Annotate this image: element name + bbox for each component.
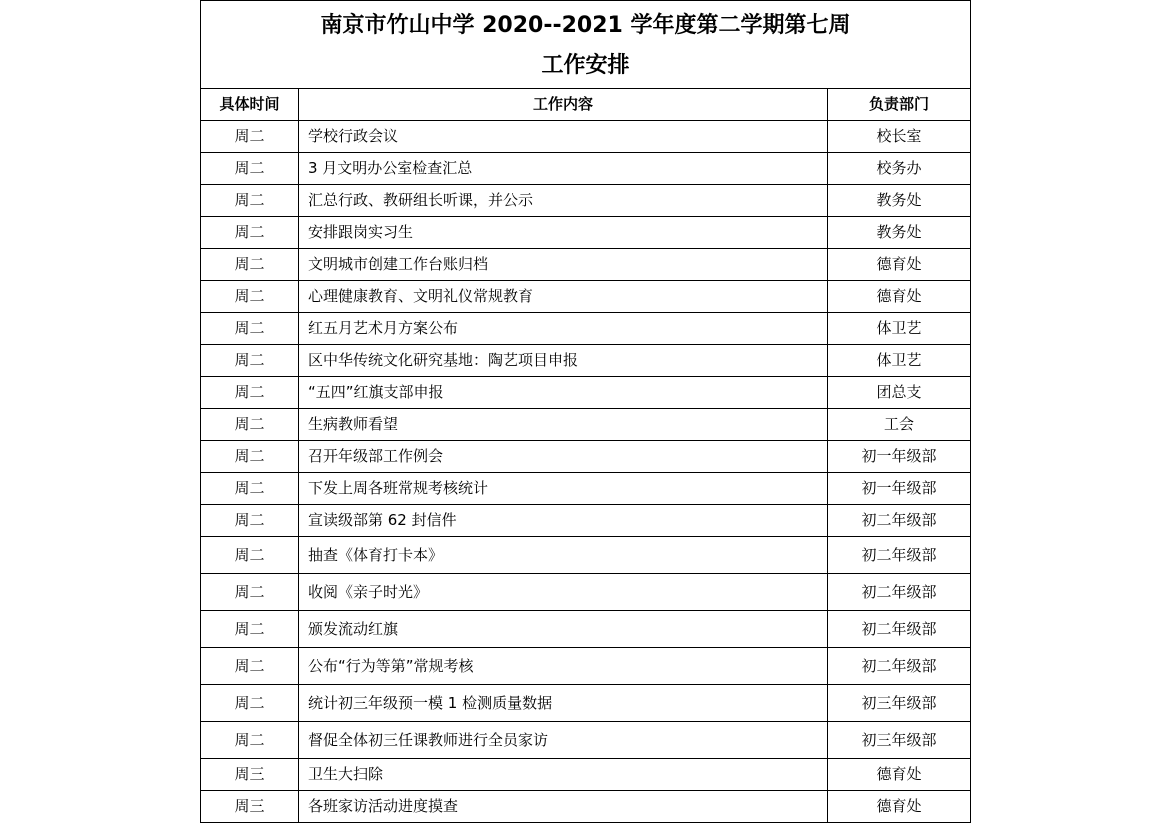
table-row	[201, 537, 971, 574]
row-content-cell: 收阅《亲子时光》	[299, 574, 828, 611]
row-time-cell: 周二	[201, 153, 299, 185]
row-dept-cell: 教务处	[828, 217, 971, 249]
column-header-dept: 负责部门	[828, 89, 971, 121]
row-content-cell: 公布“行为等第”常规考核	[299, 648, 828, 685]
header-row	[201, 89, 971, 121]
row-time-cell: 周二	[201, 505, 299, 537]
column-header-time: 具体时间	[201, 89, 299, 121]
table-row	[201, 249, 971, 281]
table-row	[201, 685, 971, 722]
row-content-cell: 宣读级部第 62 封信件	[299, 505, 828, 537]
row-content-cell: 颁发流动红旗	[299, 611, 828, 648]
row-dept-cell: 德育处	[828, 281, 971, 313]
row-content-cell: 卫生大扫除	[299, 759, 828, 791]
row-dept-cell: 团总支	[828, 377, 971, 409]
row-time-cell: 周二	[201, 185, 299, 217]
title-cell	[201, 1, 971, 89]
row-dept-cell: 初二年级部	[828, 574, 971, 611]
table-row	[201, 722, 971, 759]
table-row	[201, 505, 971, 537]
row-content-cell: 文明城市创建工作台账归档	[299, 249, 828, 281]
row-time-cell: 周二	[201, 121, 299, 153]
table-row	[201, 313, 971, 345]
page-subtitle: 工作安排	[541, 52, 630, 78]
table-row	[201, 377, 971, 409]
row-dept-cell: 校长室	[828, 121, 971, 153]
table-row	[201, 409, 971, 441]
row-dept-cell: 德育处	[828, 249, 971, 281]
row-dept-cell: 初三年级部	[828, 685, 971, 722]
table-row	[201, 791, 971, 823]
table-row	[201, 281, 971, 313]
row-time-cell: 周二	[201, 537, 299, 574]
row-dept-cell: 德育处	[828, 791, 971, 823]
row-time-cell: 周二	[201, 281, 299, 313]
row-content-cell: 区中华传统文化研究基地：陶艺项目申报	[299, 345, 828, 377]
row-time-cell: 周二	[201, 217, 299, 249]
table-row	[201, 473, 971, 505]
table-row	[201, 441, 971, 473]
row-content-cell: 红五月艺术月方案公布	[299, 313, 828, 345]
schedule-table	[200, 0, 971, 823]
row-content-cell: 生病教师看望	[299, 409, 828, 441]
table-row	[201, 185, 971, 217]
row-dept-cell: 教务处	[828, 185, 971, 217]
row-content-cell: 汇总行政、教研组长听课，并公示	[299, 185, 828, 217]
row-content-cell: 督促全体初三任课教师进行全员家访	[299, 722, 828, 759]
table-row	[201, 153, 971, 185]
row-time-cell: 周二	[201, 648, 299, 685]
row-content-cell: 学校行政会议	[299, 121, 828, 153]
row-content-cell: 下发上周各班常规考核统计	[299, 473, 828, 505]
row-content-cell: 安排跟岗实习生	[299, 217, 828, 249]
row-dept-cell: 工会	[828, 409, 971, 441]
row-time-cell: 周二	[201, 685, 299, 722]
row-content-cell: 心理健康教育、文明礼仪常规教育	[299, 281, 828, 313]
row-time-cell: 周二	[201, 345, 299, 377]
page-title: 南京市竹山中学 2020--2021 学年度第二学期第七周	[320, 12, 851, 38]
row-time-cell: 周二	[201, 409, 299, 441]
row-dept-cell: 初二年级部	[828, 648, 971, 685]
table-row	[201, 648, 971, 685]
row-dept-cell: 初二年级部	[828, 505, 971, 537]
table-row	[201, 574, 971, 611]
row-dept-cell: 德育处	[828, 759, 971, 791]
row-time-cell: 周二	[201, 473, 299, 505]
row-time-cell: 周二	[201, 441, 299, 473]
row-time-cell: 周二	[201, 377, 299, 409]
column-header-content: 工作内容	[299, 89, 828, 121]
row-dept-cell: 初二年级部	[828, 611, 971, 648]
row-dept-cell: 初一年级部	[828, 441, 971, 473]
row-time-cell: 周二	[201, 722, 299, 759]
row-dept-cell: 初三年级部	[828, 722, 971, 759]
row-content-cell: 各班家访活动进度摸查	[299, 791, 828, 823]
row-content-cell: “五四”红旗支部申报	[299, 377, 828, 409]
row-time-cell: 周二	[201, 611, 299, 648]
table-row	[201, 217, 971, 249]
row-content-cell: 统计初三年级预一模 1 检测质量数据	[299, 685, 828, 722]
row-dept-cell: 体卫艺	[828, 345, 971, 377]
table-row	[201, 759, 971, 791]
row-dept-cell: 体卫艺	[828, 313, 971, 345]
row-content-cell: 抽查《体育打卡本》	[299, 537, 828, 574]
row-time-cell: 周二	[201, 249, 299, 281]
row-dept-cell: 校务办	[828, 153, 971, 185]
row-content-cell: 3 月文明办公室检查汇总	[299, 153, 828, 185]
row-dept-cell: 初二年级部	[828, 537, 971, 574]
table-row	[201, 121, 971, 153]
row-time-cell: 周二	[201, 574, 299, 611]
row-dept-cell: 初一年级部	[828, 473, 971, 505]
row-content-cell: 召开年级部工作例会	[299, 441, 828, 473]
row-time-cell: 周三	[201, 791, 299, 823]
table-row	[201, 345, 971, 377]
table-body	[201, 121, 971, 823]
table-row	[201, 611, 971, 648]
row-time-cell: 周二	[201, 313, 299, 345]
row-time-cell: 周三	[201, 759, 299, 791]
